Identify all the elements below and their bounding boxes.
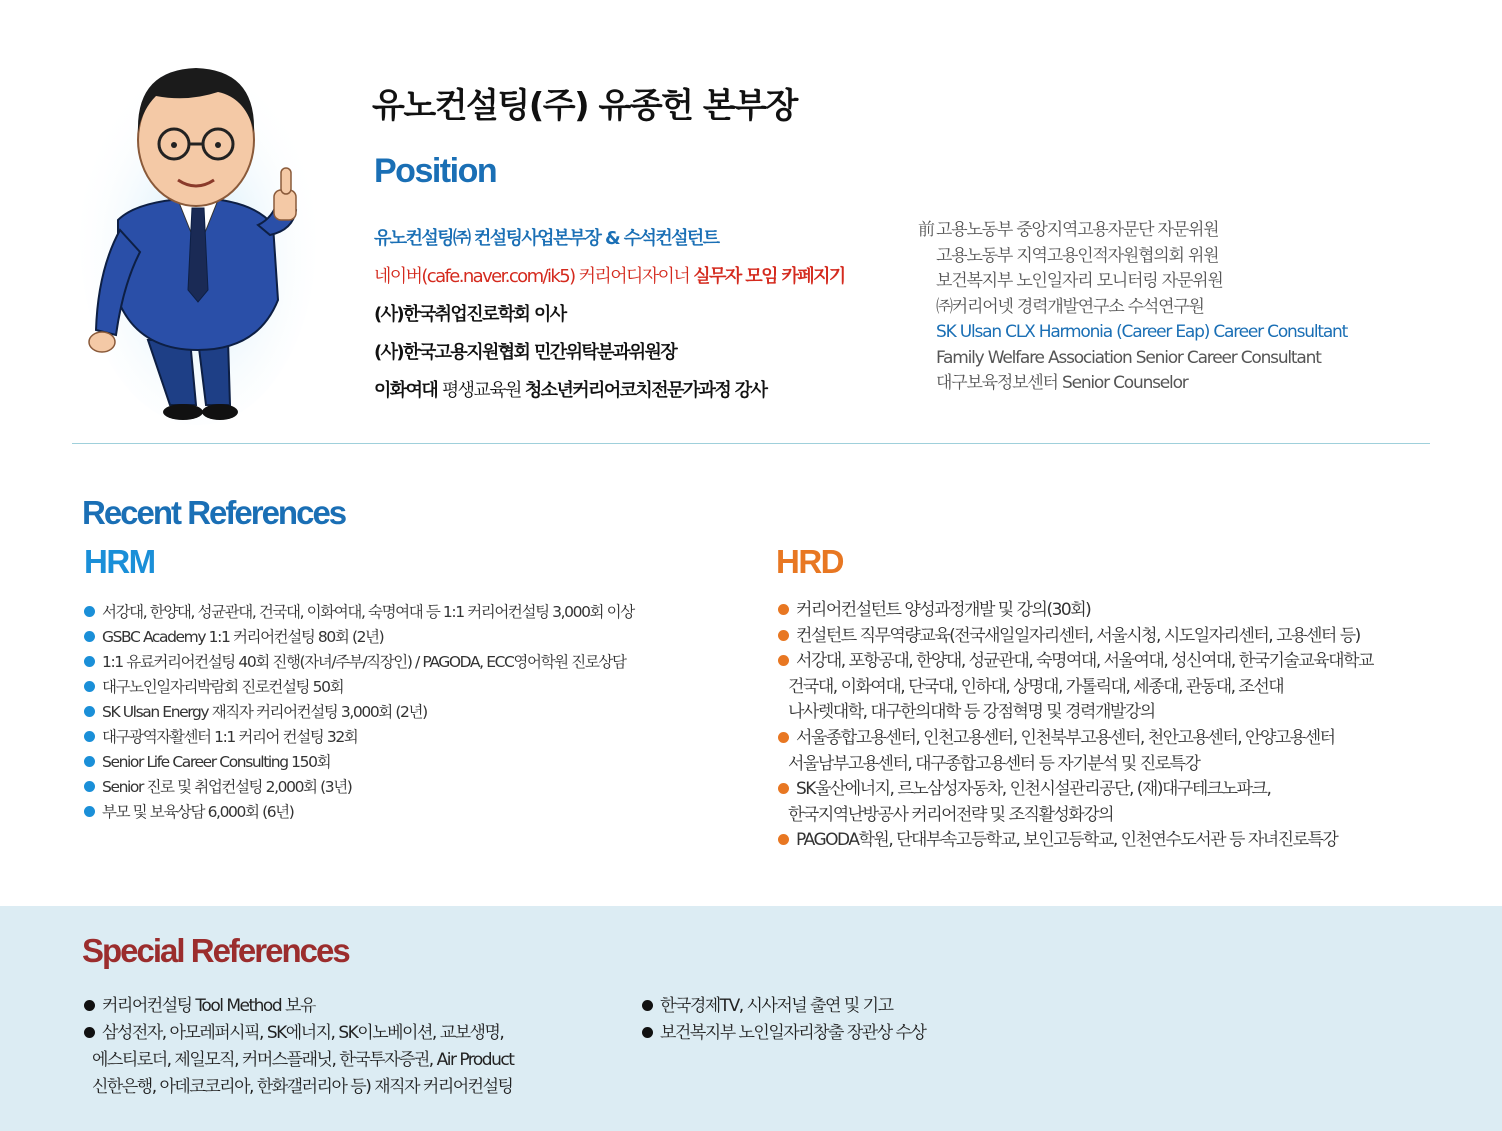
bullet-icon (84, 681, 95, 692)
list-item (84, 625, 744, 650)
list-item-text: 한국경제TV, 시사저널 출연 및 기고 (660, 996, 893, 1016)
position-text: (사)한국취업진로학회 이사 (374, 304, 566, 325)
list-item (778, 726, 1468, 752)
position-item (374, 302, 904, 340)
position-heading: Position (374, 152, 497, 190)
list-item-text: 부모 및 보육상담 6,000회 (6년) (102, 803, 294, 821)
former-prefix: 前 (918, 220, 934, 240)
list-item (84, 700, 744, 725)
list-item-text: 1:1 유료커리어컨설팅 40회 진행(자녀/주부/직장인) / PAGODA, ECC영어학원 진로상담 (102, 653, 626, 671)
section-divider (72, 443, 1430, 444)
hrd-heading: HRD (776, 543, 843, 580)
list-item-text: 서강대, 포항공대, 한양대, 성균관대, 숙명여대, 서울여대, 성신여대, 한국기술교육대학교 (796, 651, 1373, 672)
list-item (84, 800, 744, 825)
special-list-left (84, 994, 644, 1102)
position-item (374, 340, 904, 378)
list-item (84, 675, 744, 700)
list-item-text: 건국대, 이화여대, 단국대, 인하대, 상명대, 가톨릭대, 세종대, 관동대, 조선대 (788, 676, 1284, 697)
list-item-text: 대구광역자활센터 1:1 커리어 컨설팅 32회 (102, 728, 358, 746)
bullet-icon (84, 781, 95, 792)
list-item-text: 커리어컨설턴트 양성과정개발 및 강의(30회) (796, 600, 1091, 620)
hrd-list (778, 598, 1468, 854)
hrm-list (84, 600, 744, 825)
caricature-avatar-image (78, 40, 318, 430)
list-item (778, 752, 1468, 778)
bullet-icon (642, 1027, 653, 1038)
former-item (918, 269, 1388, 295)
special-list-right (642, 994, 1242, 1048)
bullet-icon (778, 604, 789, 615)
former-text: ㈜커리어넷 경력개발연구소 수석연구원 (936, 296, 1204, 317)
former-item (918, 320, 1388, 346)
position-text: 이화여대 (374, 380, 442, 401)
position-text: 청소년커리어코치전문가과정 강사 (524, 380, 767, 401)
former-item (918, 346, 1388, 372)
list-item (778, 700, 1468, 726)
position-item (374, 226, 904, 264)
list-item (84, 994, 644, 1021)
bullet-icon (84, 631, 95, 642)
list-item-text: Senior Life Career Consulting 150회 (102, 753, 331, 771)
bullet-icon (84, 656, 95, 667)
list-item (84, 600, 744, 625)
list-item-text: 서강대, 한양대, 성균관대, 건국대, 이화여대, 숙명여대 등 1:1 커리어컨설팅 3,000회 이상 (102, 603, 634, 621)
list-item (778, 675, 1468, 701)
position-text: 네이버(cafe.naver.com/ik5) (374, 266, 575, 287)
bullet-icon (778, 732, 789, 743)
special-references-heading: Special References (82, 932, 349, 969)
position-item (374, 378, 904, 416)
list-item-text: 보건복지부 노인일자리창출 장관상 수상 (660, 1023, 926, 1043)
bullet-icon (84, 1000, 95, 1011)
list-item (84, 650, 744, 675)
list-item-text: 커리어컨설팅 Tool Method 보유 (102, 996, 315, 1016)
bullet-icon (642, 1000, 653, 1011)
list-item-text: 삼성전자, 아모레퍼시픽, SK에너지, SK이노베이션, 교보생명, (102, 1023, 504, 1043)
list-item (84, 775, 744, 800)
list-item-text: 서울남부고용센터, 대구종합고용센터 등 자기분석 및 진로특강 (788, 753, 1200, 774)
former-text: Family Welfare Association Senior Career Consultant (936, 347, 1321, 368)
list-item (778, 828, 1468, 854)
position-text: 평생교육원 (441, 380, 525, 401)
bullet-icon (84, 731, 95, 742)
bullet-icon (84, 756, 95, 767)
former-text: SK Ulsan CLX Harmonia (Career Eap) Career Consultant (936, 322, 1348, 342)
former-text: 대구보육정보센터 Senior Counselor (936, 373, 1188, 393)
former-item (918, 371, 1388, 397)
list-item-text: 신한은행, 아데코코리아, 한화갤러리아 등) 재직자 커리어컨설팅 (92, 1077, 513, 1097)
list-item (84, 1075, 644, 1102)
profile-name: 유노컨설팅(주) 유종헌 본부장 (372, 86, 797, 126)
former-item (918, 218, 1388, 244)
list-item (778, 777, 1468, 803)
list-item (84, 750, 744, 775)
list-item (778, 803, 1468, 829)
bullet-icon (84, 706, 95, 717)
list-item (642, 1021, 1242, 1048)
hrm-heading: HRM (84, 543, 155, 580)
position-list (374, 226, 904, 416)
list-item (642, 994, 1242, 1021)
list-item-text: 컨설턴트 직무역량교육(전국새일일자리센터, 서울시청, 시도일자리센터, 고용센터 등) (796, 625, 1360, 646)
list-item (84, 1048, 644, 1075)
bullet-icon (778, 630, 789, 641)
position-text: 실무자 모임 카페지기 (693, 266, 845, 287)
bullet-icon (778, 655, 789, 666)
bullet-icon (778, 783, 789, 794)
former-text: 고용노동부 지역고용인적자원협의회 위원 (936, 245, 1219, 266)
former-text: 보건복지부 노인일자리 모니터링 자문위원 (936, 271, 1223, 291)
position-text: 유노컨설팅㈜ 컨설팅사업본부장 & 수석컨설턴트 (374, 228, 719, 249)
bullet-icon (84, 1027, 95, 1038)
bullet-icon (778, 834, 789, 845)
list-item (778, 624, 1468, 650)
position-item (374, 264, 904, 302)
list-item-text: PAGODA학원, 단대부속고등학교, 보인고등학교, 인천연수도서관 등 자녀진로특강 (796, 830, 1338, 851)
list-item (778, 649, 1468, 675)
position-text: 커리어디자이너 (574, 266, 694, 287)
list-item (778, 598, 1468, 624)
position-text: (사)한국고용지원협회 민간위탁분과위원장 (374, 342, 677, 363)
list-item-text: 에스티로더, 제일모직, 커머스플래닛, 한국투자증권, Air Product (92, 1050, 514, 1070)
recent-references-heading: Recent References (82, 494, 346, 531)
list-item (84, 725, 744, 750)
bullet-icon (84, 806, 95, 817)
former-text: 고용노동부 중앙지역고용자문단 자문위원 (936, 220, 1219, 240)
list-item-text: 서울종합고용센터, 인천고용센터, 인천북부고용센터, 천안고용센터, 안양고용센터 (796, 727, 1335, 748)
list-item (84, 1021, 644, 1048)
list-item-text: GSBC Academy 1:1 커리어컨설팅 80회 (2년) (102, 628, 384, 646)
bullet-icon (84, 606, 95, 617)
list-item-text: SK울산에너지, 르노삼성자동차, 인천시설관리공단, (재)대구테크노파크, (796, 779, 1271, 800)
former-item (918, 244, 1388, 270)
list-item-text: 대구노인일자리박람회 진로컨설팅 50회 (102, 678, 344, 696)
list-item-text: 나사렛대학, 대구한의대학 등 강점혁명 및 경력개발강의 (788, 702, 1155, 723)
list-item-text: Senior 진로 및 취업컨설팅 2,000회 (3년) (102, 778, 352, 796)
former-item (918, 295, 1388, 321)
former-positions-list (918, 218, 1388, 397)
list-item-text: 한국지역난방공사 커리어전략 및 조직활성화강의 (788, 804, 1114, 825)
list-item-text: SK Ulsan Energy 재직자 커리어컨설팅 3,000회 (2년) (102, 703, 427, 721)
